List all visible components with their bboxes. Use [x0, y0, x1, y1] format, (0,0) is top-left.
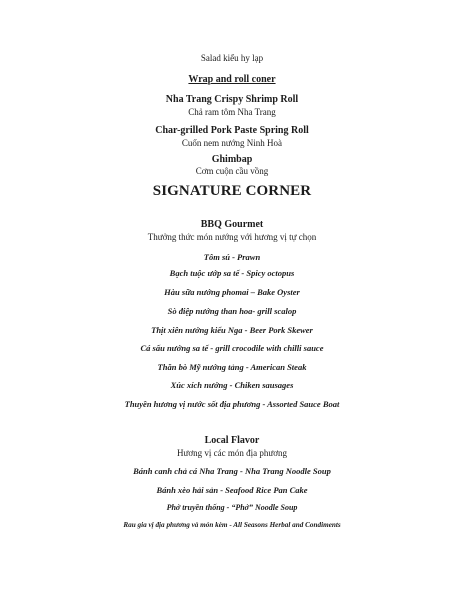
local-item: Bánh xèo hải sản - Seafood Rice Pan Cake — [156, 485, 308, 495]
local-section-subtitle: Hương vị các món địa phương — [176, 448, 287, 458]
wrap-item-vn: Chả ram tôm Nha Trang — [188, 107, 276, 117]
local-item: Bánh canh chả cá Nha Trang - Nha Trang Noodle Soup — [133, 466, 331, 476]
local-item: Phở truyền thống - “Phở” Noodle Soup — [166, 503, 298, 512]
wrap-item-name: Nha Trang Crispy Shrimp Roll — [165, 94, 299, 105]
bbq-item: Cá sấu nướng sa tế - grill crocodile with chilli sauce — [140, 343, 324, 353]
local-item: Rau gia vị địa phương và món kèm - All Seasons Herbal and Condiments — [123, 521, 341, 529]
bbq-section-subtitle: Thưởng thức món nướng với hương vị tự chọn — [147, 232, 317, 242]
bbq-item: Xúc xích nướng - Chiken sausages — [170, 380, 294, 390]
bbq-item: Tôm sú - Prawn — [203, 252, 261, 262]
local-section-title: Local Flavor — [204, 435, 260, 446]
wrap-item-vn: Cơm cuộn cầu vồng — [195, 166, 269, 176]
bbq-item: Thuyền hương vị nước sốt địa phương - Assorted Sauce Boat — [124, 399, 340, 409]
bbq-section-title: BBQ Gourmet — [200, 219, 264, 230]
bbq-item: Thăn bò Mỹ nướng tảng - American Steak — [157, 362, 307, 372]
wrap-section-title: Wrap and roll coner — [188, 74, 276, 85]
bbq-item: Bạch tuộc ướp sa tế - Spicy octopus — [169, 268, 295, 278]
salad-line: Salad kiểu hy lạp — [200, 53, 264, 63]
wrap-item-vn: Cuốn nem nướng Ninh Hoà — [181, 138, 283, 148]
bbq-item: Hàu sữa nướng phomai – Bake Oyster — [164, 287, 300, 297]
bbq-item: Thịt xiên nướng kiểu Nga - Beer Pork Skewer — [151, 325, 313, 335]
wrap-item-name: Char-grilled Pork Paste Spring Roll — [155, 125, 309, 136]
signature-corner-heading: SIGNATURE CORNER — [152, 183, 312, 199]
bbq-item: Sò điệp nướng than hoa- grill scalop — [167, 306, 297, 316]
wrap-item-name: Ghimbap — [211, 154, 253, 165]
